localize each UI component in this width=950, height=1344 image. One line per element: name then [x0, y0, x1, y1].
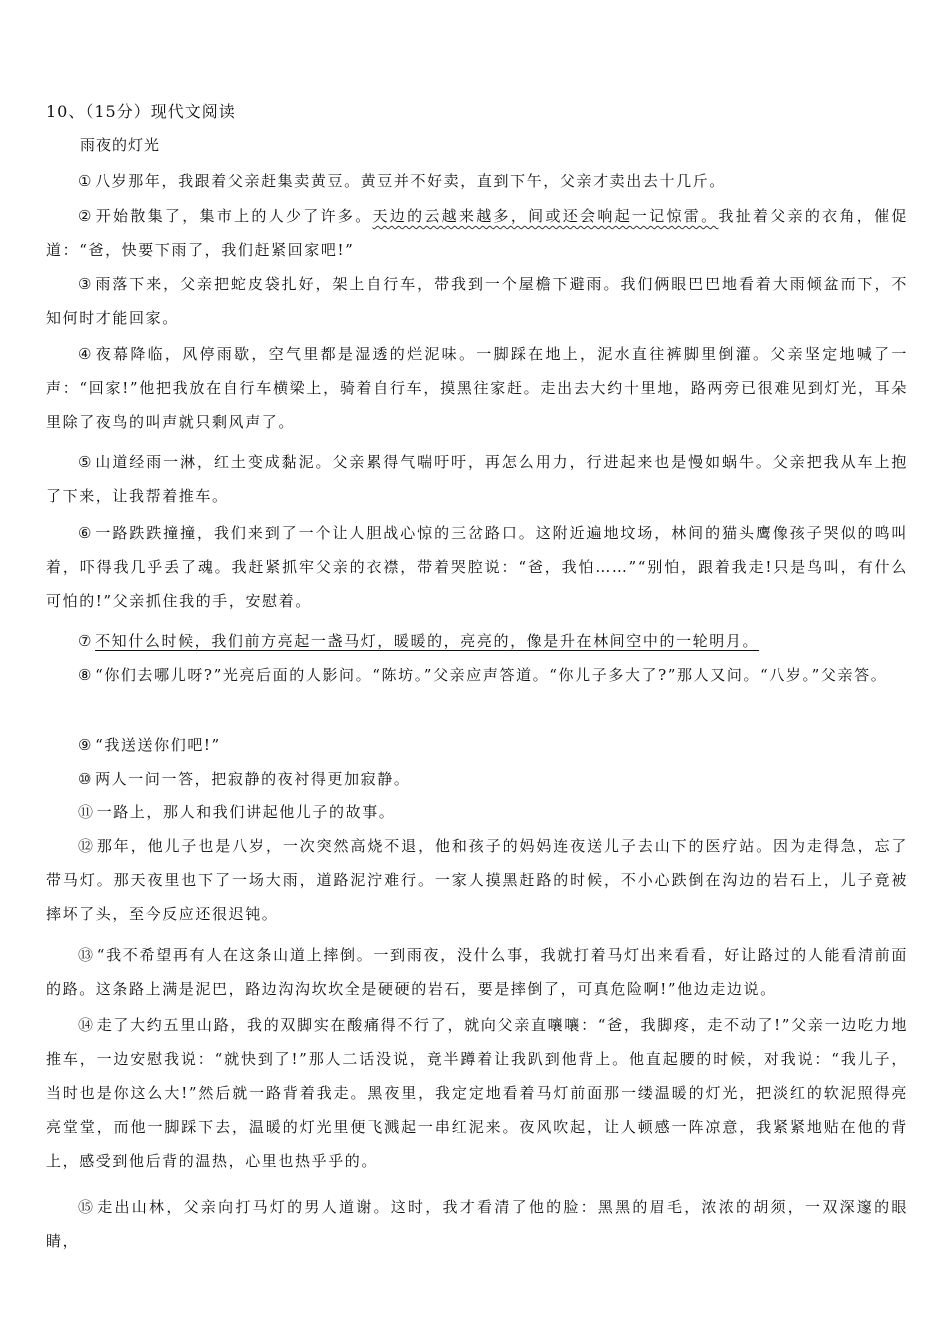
paragraph-11: [46, 795, 908, 829]
paragraph-1: [46, 164, 908, 198]
paragraph-number: ⑬: [78, 946, 95, 964]
paragraph-text: 夜幕降临，风停雨歇，空气里都是湿透的烂泥味。一脚踩在地上，泥水直往裤脚里倒灌。父亲坚定地喊了一声：“回家!”他把我放在自行车横梁上，骑着自行车，摸黑往家赶。走出去大约十里地，路两旁已很难见到灯光，耳朵里除了夜鸟的叫声就只剩风声了。: [46, 345, 908, 431]
paragraph-text: 走了大约五里山路，我的双脚实在酸痛得不行了，就向父亲直嚷嚷：“爸，我脚疼，走不动了!”父亲一边吃力地推车，一边安慰我说：“就快到了!”那人二话没说，竟半蹲着让我趴到他背上。他直起腰的时候，对我说：“我儿子，当时也是你这么大!”然后就一路背着我走。黑夜里，我定定地看着马灯前面那一缕温暖的灯光，把淡红的软泥照得亮亮堂堂，而他一脚踩下去，温暖的灯光里便飞溅起一串红泥来。夜风吹起，让人顿感一阵凉意，我紧紧地贴在他的背上，感受到他后背的温热，心里也热乎乎的。: [46, 1016, 908, 1170]
paragraph-number: ⑮: [78, 1198, 96, 1216]
paragraph-number: ⑦: [78, 632, 94, 650]
paragraph-number: ⑭: [78, 1016, 95, 1034]
paragraph-number: ⑤: [78, 453, 94, 471]
paragraph-text: 山道经雨一淋，红土变成黏泥。父亲累得气喘吁吁，再怎么用力，行进起来也是慢如蜗牛。父亲把我从车上抱了下来，让我帮着推车。: [46, 453, 908, 505]
paragraph-5: [46, 445, 908, 513]
paragraph-9: [46, 728, 908, 762]
paragraph-13: [46, 938, 908, 1006]
paragraph-number: ⑨: [78, 736, 94, 754]
paragraph-4: [46, 337, 908, 439]
paragraph-number: ①: [78, 172, 94, 190]
article-title: 雨夜的灯光: [80, 136, 161, 154]
paragraph-number: ⑧: [78, 666, 94, 684]
paragraph-number: ④: [78, 345, 94, 363]
paragraph-12: [46, 829, 908, 931]
paragraph-text: 雨落下来，父亲把蛇皮袋扎好，架上自行车，带我到一个屋檐下避雨。我们俩眼巴巴地看着大雨倾盆而下，不知何时才能回家。: [46, 275, 908, 327]
paragraph-3: [46, 267, 908, 335]
paragraph-number: ③: [78, 275, 94, 293]
paragraph-number: ⑥: [78, 524, 94, 542]
paragraph-text: 八岁那年，我跟着父亲赶集卖黄豆。黄豆并不好卖，直到下午，父亲才卖出去十几斤。: [95, 172, 726, 190]
paragraph-2: [46, 199, 908, 267]
paragraph-text: “你们去哪儿呀?”光亮后面的人影问。“陈坊。”父亲应声答道。“你儿子多大了?”那人又问。“八岁。”父亲答。: [95, 666, 888, 684]
paragraph-text: “我不希望再有人在这条山道上摔倒。一到雨夜，没什么事，我就打着马灯出来看看，好让路过的人能看清前面的路。这条路上满是泥巴，路边沟沟坎坎全是硬硬的岩石，要是摔倒了，可真危险啊!”他边走边说。: [46, 946, 908, 998]
paragraph-text: 开始散集了，集市上的人少了许多。: [95, 207, 373, 225]
paragraph-number: ⑪: [78, 803, 95, 821]
paragraph-15: [46, 1190, 908, 1258]
paragraph-text: 一路跌跌撞撞，我们来到了一个让人胆战心惊的三岔路口。这附近遍地坟场，林间的猫头鹰像孩子哭似的鸣叫着，吓得我几乎丢了魂。我赶紧抓牢父亲的衣襟，带着哭腔说：“爸，我怕……”“别怕，跟着我走!只是鸟叫，有什么可怕的!”父亲抓住我的手，安慰着。: [46, 524, 908, 610]
paragraph-6: [46, 516, 908, 618]
underlined-sentence: 不知什么时候，我们前方亮起一盏马灯，暖暖的，亮亮的，像是升在林间空中的一轮明月。: [95, 632, 760, 650]
paragraph-text: 一路上，那人和我们讲起他儿子的故事。: [96, 803, 396, 821]
paragraph-text: 那年，他儿子也是八岁，一次突然高烧不退，他和孩子的妈妈连夜送儿子去山下的医疗站。因为走得急，忘了带马灯。那天夜里也下了一场大雨，道路泥泞难行。一家人摸黑赶路的时候，不小心跌倒在沟边的岩石上，儿子竟被摔坏了头，至今反应还很迟钝。: [46, 837, 908, 923]
paragraph-number: ②: [78, 207, 94, 225]
paragraph-number: ⑫: [78, 837, 95, 855]
wavy-underlined-sentence: 天边的云越来越多，间或还会响起一记惊雷。: [372, 207, 719, 225]
paragraph-text: 我扯着父亲的衣角，催促道：“爸，快要下雨了，我们赶紧回家吧!”: [46, 207, 908, 259]
paragraph-7: [46, 624, 908, 658]
paragraph-text: 走出山林，父亲向打马灯的男人道谢。这时，我才看清了他的脸：黑黑的眉毛，浓浓的胡须，一双深邃的眼睛，: [46, 1198, 908, 1250]
question-header: 10、（15分）现代文阅读: [46, 102, 236, 121]
paragraph-text: 两人一问一答，把寂静的夜衬得更加寂静。: [95, 770, 411, 788]
paragraph-10: [46, 762, 908, 796]
paragraph-text: “我送送你们吧!”: [95, 736, 221, 754]
paragraph-8: [46, 658, 908, 692]
paragraph-14: [46, 1008, 908, 1178]
paragraph-number: ⑩: [78, 770, 94, 788]
